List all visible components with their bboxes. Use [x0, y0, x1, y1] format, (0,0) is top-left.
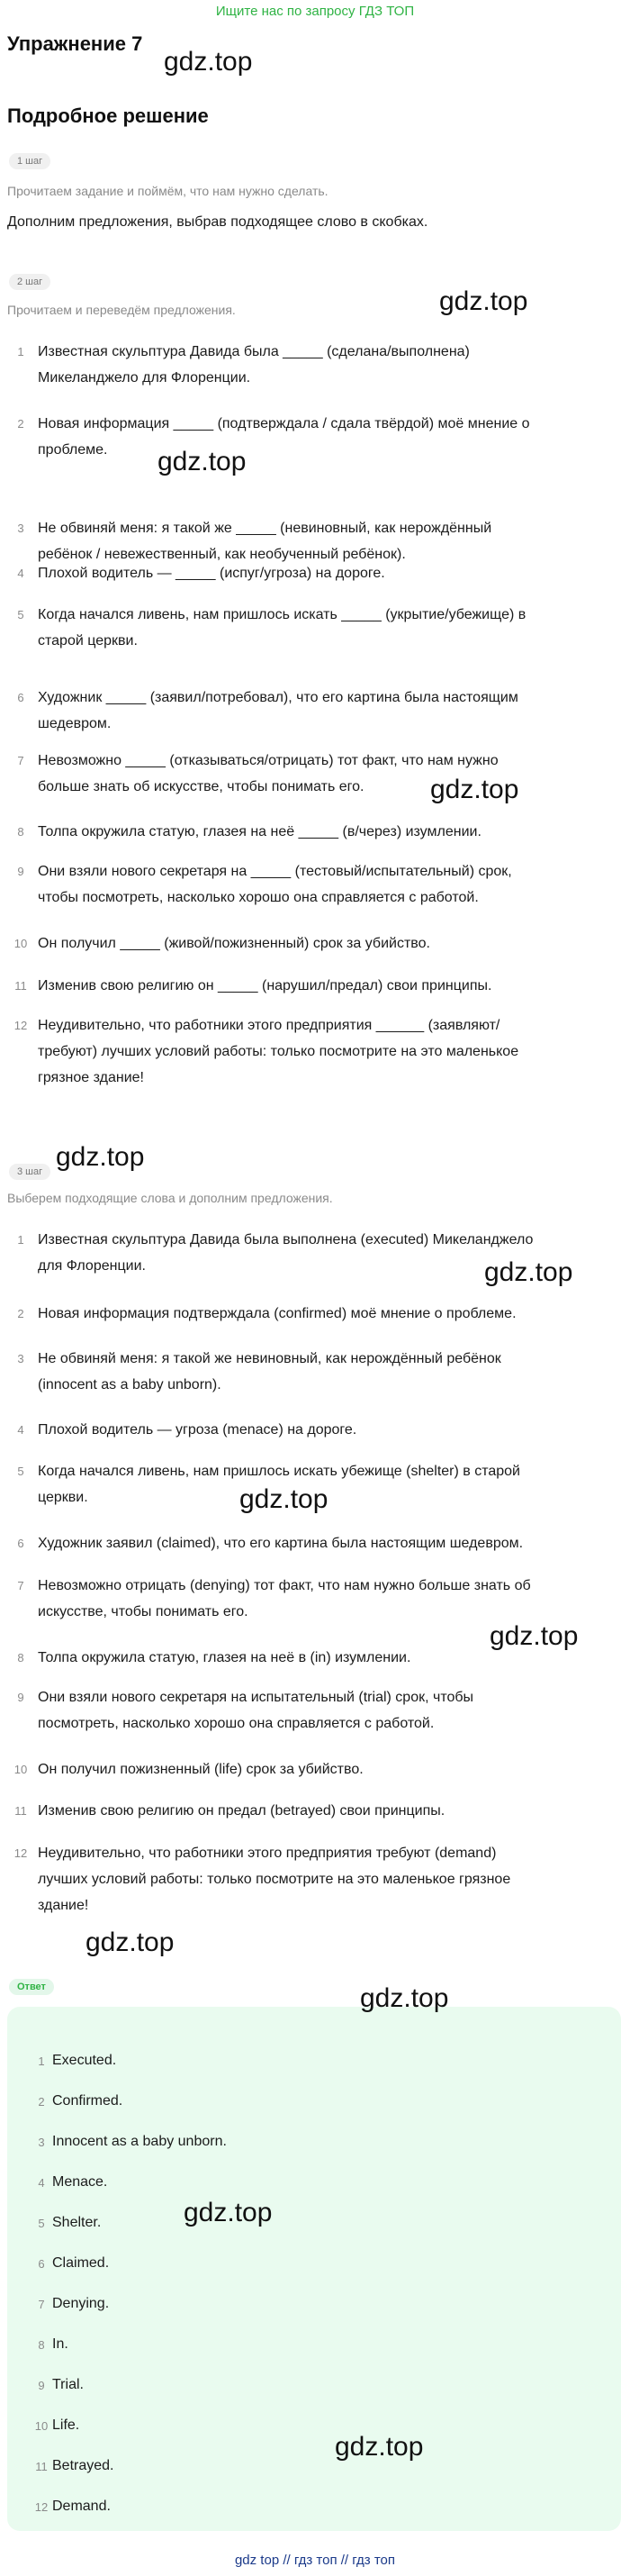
watermark: gdz.top — [484, 1257, 573, 1287]
item-number: 6 — [17, 691, 24, 704]
item-text-line: Они взяли нового секретаря на испытательный (trial) срок, чтобы — [38, 1690, 474, 1705]
item-number: 5 — [17, 608, 24, 621]
list-item — [11, 1346, 614, 1398]
answer-text: Shelter. — [52, 2215, 102, 2230]
list-item — [11, 1756, 614, 1782]
list-item — [11, 1684, 614, 1737]
answer-text: Trial. — [52, 2377, 84, 2392]
answer-item — [34, 2417, 80, 2434]
list-item — [11, 1530, 614, 1556]
item-number: 11 — [14, 1804, 27, 1818]
item-number: 7 — [17, 1579, 24, 1592]
step-1-badge: 1 шаг — [9, 153, 50, 169]
item-number: 4 — [17, 567, 24, 580]
answer-text: Life. — [52, 2417, 80, 2433]
answer-item — [38, 2174, 108, 2191]
watermark: gdz.top — [490, 1621, 579, 1651]
item-number: 10 — [14, 1763, 28, 1776]
item-text-line: Неудивительно, что работники этого предприятия ______ (заявляют/ — [38, 1018, 500, 1033]
watermark: gdz.top — [430, 775, 519, 804]
item-text-line: лучших условий работы: только посмотрите на это маленькое грязное — [38, 1872, 511, 1887]
step-3-description: Выберем подходящие слова и дополним предложения. — [7, 1191, 333, 1205]
answer-item — [38, 2134, 227, 2150]
answer-text: In. — [52, 2336, 68, 2352]
item-number: 8 — [17, 1651, 24, 1664]
exercise-title: Упражнение 7 — [7, 32, 143, 55]
list-item — [11, 1573, 614, 1625]
answer-number: 8 — [38, 2338, 45, 2352]
item-text-line: Толпа окружила статую, глазея на неё _____ (в/через) изумлении. — [38, 824, 482, 839]
list-item — [11, 1798, 614, 1824]
item-number: 7 — [17, 754, 24, 767]
watermark: gdz.top — [335, 2432, 424, 2462]
item-number: 2 — [17, 1307, 24, 1320]
item-text-line: для Флоренции. — [38, 1258, 146, 1274]
item-text-line: Не обвиняй меня: я такой же невиновный, как нерождённый ребёнок — [38, 1351, 501, 1366]
item-text-line: церкви. — [38, 1490, 88, 1505]
item-text-line: Изменив свою религию он предал (betrayed) свои принципы. — [38, 1803, 446, 1819]
item-text-line: чтобы посмотреть, насколько хорошо она справляется с работой. — [38, 890, 479, 905]
item-number: 1 — [17, 345, 24, 358]
answer-number: 11 — [35, 2460, 48, 2473]
item-text-line: Известная скульптура Давида была _____ (сделана/выполнена) — [38, 344, 470, 359]
item-text-line: Плохой водитель — угроза (menace) на дороге. — [38, 1422, 357, 1438]
item-number: 8 — [17, 825, 24, 839]
watermark: gdz.top — [439, 286, 528, 316]
answer-item — [38, 2336, 68, 2353]
watermark: gdz.top — [164, 47, 253, 77]
answer-number: 1 — [38, 2054, 45, 2068]
item-text-line: здание! — [38, 1898, 89, 1913]
list-item — [11, 930, 614, 957]
item-number: 12 — [14, 1019, 28, 1032]
item-text-line: искусстве, чтобы понимать его. — [38, 1604, 248, 1619]
item-text-line: Известная скульптура Давида была выполнена (executed) Микеланджело — [38, 1232, 534, 1247]
item-text-line: старой церкви. — [38, 633, 138, 649]
item-number: 3 — [17, 1352, 24, 1365]
item-text-line: Они взяли нового секретаря на _____ (тестовый/испытательный) срок, — [38, 864, 512, 879]
item-text-line: Художник заявил (claimed), что его картина была настоящим шедевром. — [38, 1536, 524, 1551]
list-item — [11, 602, 614, 654]
item-text-line: проблеме. — [38, 442, 108, 458]
item-number: 4 — [17, 1423, 24, 1437]
item-text-line: грязное здание! — [38, 1070, 144, 1085]
answer-number: 3 — [38, 2136, 45, 2149]
item-number: 1 — [17, 1233, 24, 1247]
watermark: gdz.top — [56, 1142, 145, 1172]
step-3-badge: 3 шаг — [9, 1164, 50, 1180]
item-text-line: Невозможно отрицать (denying) тот факт, что нам нужно больше знать об — [38, 1578, 531, 1593]
answer-item — [38, 2296, 110, 2312]
item-text-line: Новая информация подтверждала (confirmed) моё мнение о проблеме. — [38, 1306, 517, 1321]
item-number: 10 — [14, 937, 28, 950]
answer-item — [38, 2215, 102, 2231]
item-text-line: посмотреть, насколько хорошо она справляется с работой. — [38, 1716, 435, 1731]
list-item — [11, 560, 614, 586]
answer-item — [38, 2053, 117, 2069]
answer-text: Menace. — [52, 2174, 108, 2190]
watermark: gdz.top — [239, 1484, 328, 1514]
item-text-line: Неудивительно, что работники этого предприятия требуют (demand) — [38, 1846, 497, 1861]
item-number: 11 — [14, 979, 27, 993]
item-text-line: Он получил пожизненный (life) срок за убийство. — [38, 1762, 364, 1777]
step-2-badge: 2 шаг — [9, 274, 50, 290]
step-1-description: Прочитаем задание и поймём, что нам нужно сделать. — [7, 184, 328, 198]
top-banner[interactable]: Ищите нас по запросу ГДЗ ТОП — [215, 4, 415, 19]
answer-number: 7 — [38, 2298, 45, 2311]
solution-title: Подробное решение — [7, 104, 209, 127]
item-text-line: требуют) лучших условий работы: только посмотрите на это маленькое — [38, 1044, 519, 1059]
answer-text: Denying. — [52, 2296, 110, 2311]
watermark: gdz.top — [360, 1983, 449, 2013]
answer-item — [38, 2255, 110, 2272]
list-item — [11, 1417, 614, 1443]
item-text-line: Плохой водитель — _____ (испуг/угроза) на дороге. — [38, 566, 385, 581]
item-text-line: Не обвиняй меня: я такой же _____ (невиновный, как нерождённый — [38, 521, 492, 536]
answer-text: Claimed. — [52, 2255, 110, 2271]
item-number: 9 — [17, 865, 24, 878]
watermark: gdz.top — [158, 447, 247, 476]
watermark: gdz.top — [184, 2198, 273, 2227]
answer-text: Demand. — [52, 2499, 111, 2514]
answer-number: 4 — [38, 2176, 45, 2190]
item-text-line: Толпа окружила статую, глазея на неё в (in) изумлении. — [38, 1650, 411, 1665]
list-item — [11, 411, 614, 463]
answer-number: 2 — [38, 2095, 45, 2109]
item-text-line: Невозможно _____ (отказываться/отрицать) тот факт, что нам нужно — [38, 753, 499, 768]
item-number: 6 — [17, 1537, 24, 1550]
list-item — [11, 1840, 614, 1918]
list-item — [11, 685, 614, 737]
list-item — [11, 819, 614, 845]
item-text-line: Новая информация _____ (подтверждала / сдала твёрдой) моё мнение о — [38, 416, 530, 431]
item-number: 3 — [17, 522, 24, 535]
answer-item — [35, 2458, 114, 2474]
answer-badge: Ответ — [9, 1979, 54, 1995]
step-2-description: Прочитаем и переведём предложения. — [7, 303, 236, 317]
footer-links[interactable]: gdz top // гдз топ // гдз топ — [234, 2553, 396, 2568]
answer-number: 5 — [38, 2217, 45, 2230]
item-text-line: Он получил _____ (живой/пожизненный) срок за убийство. — [38, 936, 430, 951]
item-number: 12 — [14, 1846, 28, 1860]
answer-number: 6 — [38, 2257, 45, 2271]
answer-number: 12 — [34, 2500, 49, 2514]
answer-text: Innocent as a baby unborn. — [52, 2134, 227, 2149]
answer-number: 10 — [34, 2419, 49, 2433]
list-item — [11, 1301, 614, 1327]
answer-item — [38, 2093, 123, 2109]
item-number: 5 — [17, 1465, 24, 1478]
item-number: 9 — [17, 1691, 24, 1704]
answer-item — [34, 2499, 111, 2515]
list-item — [11, 858, 614, 911]
answer-item — [38, 2377, 84, 2393]
watermark: gdz.top — [86, 1927, 175, 1957]
item-text-line: больше знать об искусстве, чтобы понимать его. — [38, 779, 364, 794]
list-item — [11, 748, 614, 800]
item-number: 2 — [17, 417, 24, 431]
answer-text: Executed. — [52, 2053, 117, 2068]
item-text-line: Когда начался ливень, нам пришлось искать убежище (shelter) в старой — [38, 1464, 520, 1479]
answer-number: 9 — [38, 2379, 45, 2392]
item-text-line: ребёнок / невежественный, как необученный ребёнок). — [38, 547, 406, 562]
item-text-line: Когда начался ливень, нам пришлось искать _____ (укрытие/убежище) в — [38, 607, 526, 622]
item-text-line: Изменив свою религию он _____ (нарушил/предал) свои принципы. — [38, 978, 492, 993]
step-1-text: Дополним предложения, выбрав подходящее слово в скобках. — [7, 214, 428, 230]
item-text-line: (innocent as a baby unborn). — [38, 1377, 221, 1392]
item-text-line: Микеланджело для Флоренции. — [38, 370, 251, 385]
list-item — [11, 339, 614, 391]
item-text-line: шедевром. — [38, 716, 112, 731]
answer-text: Betrayed. — [52, 2458, 114, 2473]
answer-text: Confirmed. — [52, 2093, 123, 2109]
list-item — [11, 1012, 614, 1091]
list-item — [11, 973, 614, 999]
item-text-line: Художник _____ (заявил/потребовал), что его картина была настоящим — [38, 690, 518, 705]
